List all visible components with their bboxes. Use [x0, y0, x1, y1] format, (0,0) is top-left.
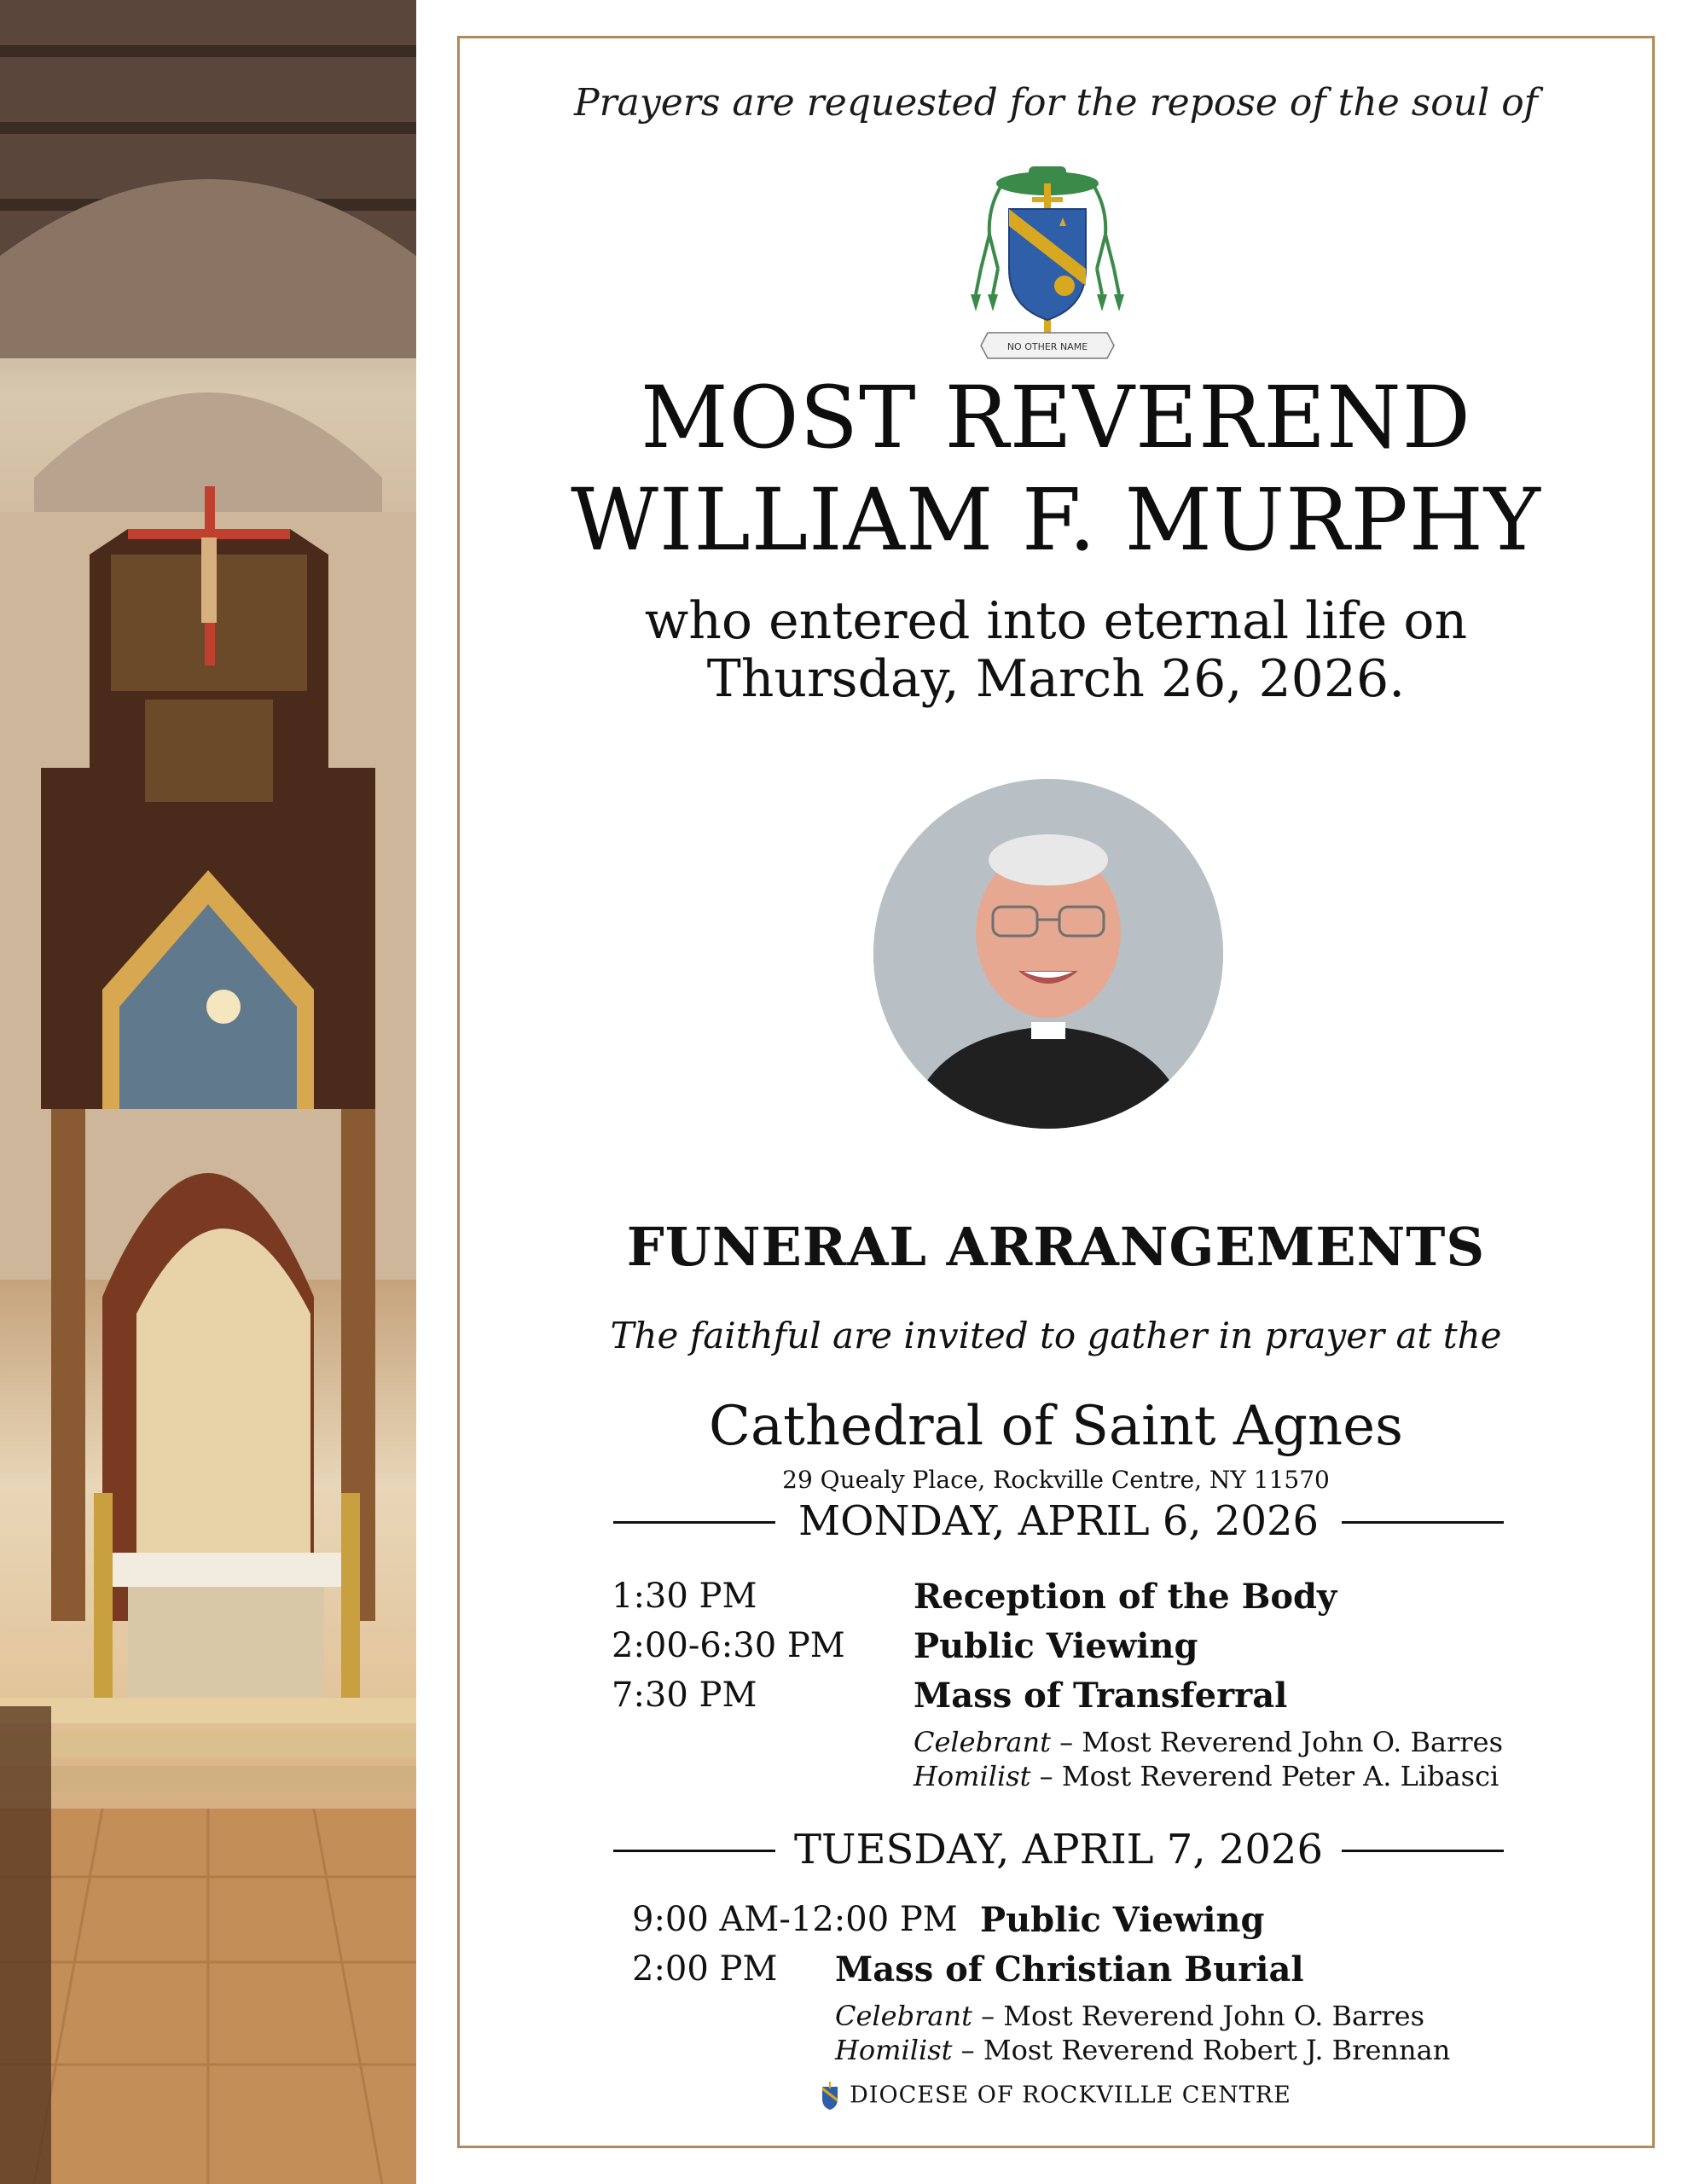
- divider-rule: [1342, 1521, 1504, 1524]
- day-label: TUESDAY, APRIL 7, 2026: [793, 1826, 1323, 1873]
- celebrant-line: [835, 2000, 1424, 2032]
- homilist-role: Homilist: [835, 2034, 953, 2066]
- footer: [457, 2082, 1655, 2111]
- event-name: Mass of Christian Burial: [835, 1949, 1304, 1989]
- event-name: Reception of the Body: [914, 1577, 1337, 1617]
- day-header-tuesday: [613, 1826, 1504, 1877]
- location-address: 29 Quealy Place, Rockville Centre, NY 11570: [782, 1466, 1330, 1494]
- diocese-crest-icon: [821, 2082, 839, 2111]
- intro-text: Prayers are requested for the repose of the soul of: [574, 81, 1538, 125]
- death-date: Thursday, March 26, 2026.: [706, 649, 1406, 709]
- homilist-line: [835, 2034, 1450, 2066]
- event-name: Mass of Transferral: [914, 1676, 1288, 1716]
- diocese-name: DIOCESE OF ROCKVILLE CENTRE: [850, 2082, 1291, 2109]
- divider-rule: [1342, 1850, 1504, 1852]
- crest-motto: NO OTHER NAME: [1006, 341, 1088, 352]
- cathedral-altar-illustration: [0, 0, 416, 2184]
- event-name: Public Viewing: [980, 1900, 1265, 1940]
- homilist-line: [914, 1760, 1499, 1792]
- event-time: 2:00 PM: [632, 1949, 778, 1989]
- event-time: 1:30 PM: [612, 1577, 757, 1616]
- event-time: 2:00-6:30 PM: [612, 1626, 845, 1665]
- title-line-1: MOST REVEREND: [641, 368, 1471, 468]
- celebrant-role: Celebrant: [835, 2000, 972, 2032]
- day-header-monday: [613, 1497, 1504, 1548]
- homilist-name: – Most Reverend Robert J. Brennan: [952, 2034, 1451, 2066]
- entered-text: who entered into eternal life on: [644, 591, 1468, 651]
- celebrant-role: Celebrant: [914, 1726, 1051, 1758]
- arrangements-title: FUNERAL ARRANGEMENTS: [626, 1216, 1486, 1278]
- cathedral-altar-image: [0, 0, 416, 2184]
- event-time: 7:30 PM: [612, 1676, 757, 1715]
- homilist-role: Homilist: [914, 1760, 1031, 1792]
- event-name: Public Viewing: [914, 1626, 1198, 1666]
- event-time: 9:00 AM-12:00 PM: [632, 1900, 958, 1939]
- celebrant-name: – Most Reverend John O. Barres: [972, 2000, 1425, 2032]
- location-name: Cathedral of Saint Agnes: [709, 1395, 1403, 1458]
- day-label: MONDAY, APRIL 6, 2026: [798, 1497, 1320, 1545]
- invite-text: The faithful are invited to gather in prayer at the: [610, 1315, 1502, 1356]
- celebrant-line: [914, 1726, 1503, 1758]
- title-line-2: WILLIAM F. MURPHY: [571, 470, 1541, 570]
- coat-of-arms-icon: [962, 158, 1133, 380]
- homilist-name: – Most Reverend Peter A. Libasci: [1030, 1760, 1499, 1792]
- funeral-notice-card: [457, 36, 1655, 2148]
- celebrant-name: – Most Reverend John O. Barres: [1050, 1726, 1504, 1758]
- portrait-photo: [873, 779, 1223, 1129]
